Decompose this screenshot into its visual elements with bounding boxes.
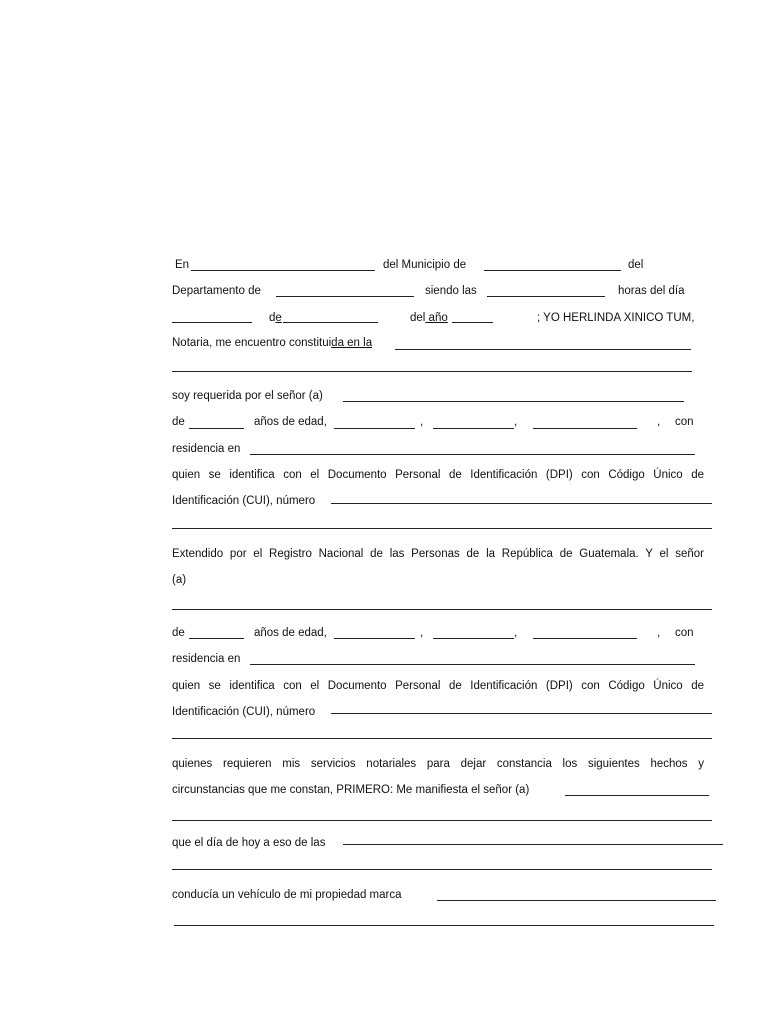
blank-manifiesta-cont[interactable] <box>172 820 712 821</box>
text-comma-1c: , <box>657 416 661 428</box>
text-quien-identifica-2: quien se identifica con el Documento Personal de Identificación (DPI) con Código Único de <box>172 680 704 692</box>
blank-edad-1[interactable] <box>189 428 244 429</box>
text-soy-requerida: soy requerida por el señor (a) <box>172 390 323 402</box>
text-circunstancias: circunstancias que me constan, PRIMERO: Me manifiesta el señor (a) <box>172 784 530 796</box>
blank-hora-hecho-cont[interactable] <box>172 869 712 870</box>
text-en: En <box>175 259 190 271</box>
text-residencia-1: residencia en <box>172 443 241 455</box>
blank-residencia-2[interactable] <box>250 664 695 665</box>
text-comma-1a: , <box>420 416 424 428</box>
blank-ano[interactable] <box>452 322 493 323</box>
blank-cui-2-cont[interactable] <box>172 738 712 739</box>
blank-estado-civil-2[interactable] <box>334 638 415 639</box>
blank-residencia-1[interactable] <box>250 454 695 455</box>
text-quienes-requieren: quienes requieren mis servicios notariales para dejar constancia los siguientes hechos y <box>172 758 704 770</box>
text-del: del <box>628 259 644 271</box>
text-residencia-2: residencia en <box>172 653 241 665</box>
text-yo-herlinda: ; YO HERLINDA XINICO TUM, <box>537 312 695 324</box>
text-anos-edad-1: años de edad, <box>254 416 327 428</box>
blank-constituida-en[interactable] <box>395 349 691 350</box>
blank-cui-1-cont[interactable] <box>172 528 712 529</box>
text-a: (a) <box>172 574 187 586</box>
blank-senor-2[interactable] <box>172 609 712 610</box>
text-de-edad-2: de <box>172 627 185 639</box>
text-siendo-las: siendo las <box>425 285 477 297</box>
blank-profesion-2[interactable] <box>533 638 637 639</box>
blank-cui-1[interactable] <box>331 503 712 504</box>
text-de-edad-1: de <box>172 416 185 428</box>
blank-nacionalidad-2[interactable] <box>433 638 514 639</box>
blank-hora-hecho[interactable] <box>343 844 723 845</box>
text-notaria: Notaria, me encuentro constituida en la <box>172 337 373 349</box>
text-identificacion-cui-2: Identificación (CUI), número <box>172 706 316 718</box>
blank-mes[interactable] <box>283 322 378 323</box>
text-horas-del-dia: horas del día <box>618 285 685 297</box>
blank-hora[interactable] <box>487 296 605 297</box>
blank-cui-2[interactable] <box>331 713 712 714</box>
blank-marca[interactable] <box>437 900 716 901</box>
text-identificacion-cui-1: Identificación (CUI), número <box>172 495 316 507</box>
text-con-2: con <box>675 627 694 639</box>
blank-dia[interactable] <box>172 322 252 323</box>
text-del-municipio: del Municipio de <box>383 259 467 271</box>
blank-senor-1[interactable] <box>343 401 684 402</box>
blank-departamento[interactable] <box>276 296 414 297</box>
blank-marca-cont[interactable] <box>174 925 714 926</box>
text-extendido: Extendido por el Registro Nacional de las Personas de la República de Guatemala. Y el señor <box>172 548 704 560</box>
blank-constituida-cont[interactable] <box>172 371 692 372</box>
text-con-1: con <box>675 416 694 428</box>
blank-profesion-1[interactable] <box>533 428 637 429</box>
text-del-ano: del año <box>410 312 448 324</box>
text-anos-edad-2: años de edad, <box>254 627 327 639</box>
blank-edad-2[interactable] <box>189 638 244 639</box>
text-quien-identifica-1: quien se identifica con el Documento Personal de Identificación (DPI) con Código Único de <box>172 469 704 481</box>
blank-estado-civil-1[interactable] <box>334 428 415 429</box>
blank-lugar[interactable] <box>191 270 375 271</box>
blank-municipio[interactable] <box>484 270 621 271</box>
text-comma-2b: , <box>514 627 518 639</box>
text-comma-2c: , <box>657 627 661 639</box>
text-comma-2a: , <box>420 627 424 639</box>
text-de: de <box>269 312 282 324</box>
blank-senor-manifiesta[interactable] <box>565 795 709 796</box>
blank-nacionalidad-1[interactable] <box>433 428 514 429</box>
text-que-el-dia: que el día de hoy a eso de las <box>172 837 326 849</box>
text-conducia: conducía un vehículo de mi propiedad marca <box>172 889 402 901</box>
text-comma-1b: , <box>514 416 518 428</box>
text-departamento: Departamento de <box>172 285 261 297</box>
